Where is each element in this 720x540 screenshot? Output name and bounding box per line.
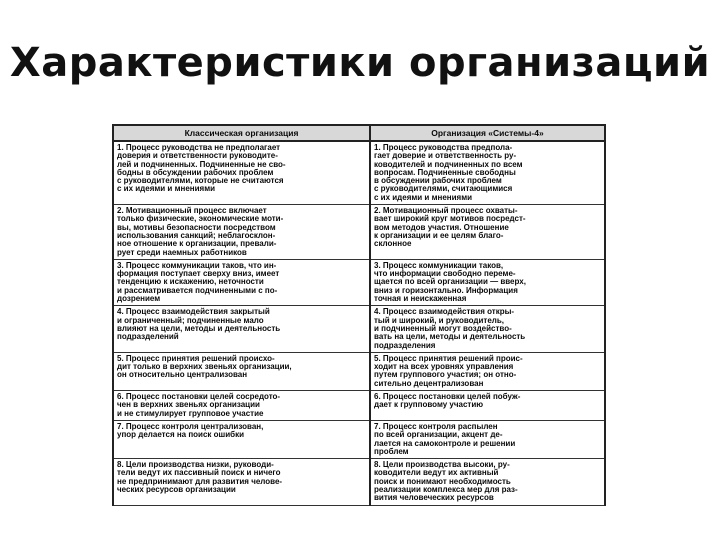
- table-row: [113, 259, 605, 305]
- table-row: [113, 205, 605, 260]
- cell-system4: 8. Цели производства высоки, ру- ководители ведут их активный поиск и понимают необходимость реализации комплекса мер для раз- вития человеческих ресурсов: [370, 459, 605, 505]
- cell-system4: 1. Процесс руководства предпола- гает доверие и ответственность ру- ководителей и подчиненных по всем вопросам. Подчиненные свободны в обсуждении рабочих проблем с руководителями, считающимися с их идеями и мнениями: [370, 141, 605, 205]
- table-row: [113, 420, 605, 458]
- table-row: [113, 459, 605, 505]
- cell-system4: 5. Процесс принятия решений проис- ходит на всех уровнях управления путем группового участия; он отно- сительно децентрализован: [370, 352, 605, 390]
- slide-title: Характеристики организаций: [9, 40, 711, 86]
- table-row: [113, 141, 605, 205]
- cell-system4: 4. Процесс взаимодействия откры- тый и широкий, и руководитель, и подчиненный могут воздейство- вать на цели, методы и деятельность подразделения: [370, 306, 605, 352]
- table-header-row: [113, 125, 605, 141]
- header-classic-organization: Классическая организация: [113, 125, 370, 141]
- table-row: [113, 306, 605, 352]
- cell-classic: 5. Процесс принятия решений происхо- дит только в верхних звеньях организации, он относительно централизован: [113, 352, 370, 390]
- cell-system4: 6. Процесс постановки целей побуж- дает к групповому участию: [370, 391, 605, 421]
- cell-classic: 3. Процесс коммуникации таков, что ин- формация поступает сверху вниз, имеет тенденцию к искажению, неточности и рассматривается подчиненными с по- дозрением: [113, 259, 370, 305]
- table-row: [113, 352, 605, 390]
- cell-classic: 6. Процесс постановки целей сосредото- чен в верхних звеньях организации и не стимулирует групповое участие: [113, 391, 370, 421]
- cell-system4: 7. Процесс контроля распылен по всей организации, акцент де- лается на самоконтроле и решении проблем: [370, 420, 605, 458]
- header-system4-organization: Организация «Системы-4»: [370, 125, 605, 141]
- cell-classic: 1. Процесс руководства не предполагает доверия и ответственности руководите- лей и подчиненных. Подчиненные не сво- бодны в обсуждении рабочих проблем с руководителями, которые не считаются с их идеями и мнениями: [113, 141, 370, 205]
- comparison-table: [112, 124, 606, 506]
- cell-system4: 3. Процесс коммуникации таков, что информации свободно переме- щается по всей организации — вверх, вниз и горизонтально. Информация точная и неискаженная: [370, 259, 605, 305]
- table-row: [113, 391, 605, 421]
- cell-classic: 8. Цели производства низки, руководи- тели ведут их пассивный поиск и ничего не предпринимают для развития челове- ческих ресурсов организации: [113, 459, 370, 505]
- cell-classic: 4. Процесс взаимодействия закрытый и ограниченный; подчиненные мало влияют на цели, методы и деятельность подразделений: [113, 306, 370, 352]
- cell-classic: 7. Процесс контроля централизован, упор делается на поиск ошибки: [113, 420, 370, 458]
- cell-system4: 2. Мотивационный процесс охваты- вает широкий круг мотивов посредст- вом методов участия. Отношение к организации и ее целям благо- склонное: [370, 205, 605, 260]
- cell-classic: 2. Мотивационный процесс включает только физические, экономические моти- вы, мотивы безопасности посредством использования санкций; неблагосклон- ное отношение к организации, превали- рует среди наемных работников: [113, 205, 370, 260]
- scanned-table-image: [112, 124, 606, 503]
